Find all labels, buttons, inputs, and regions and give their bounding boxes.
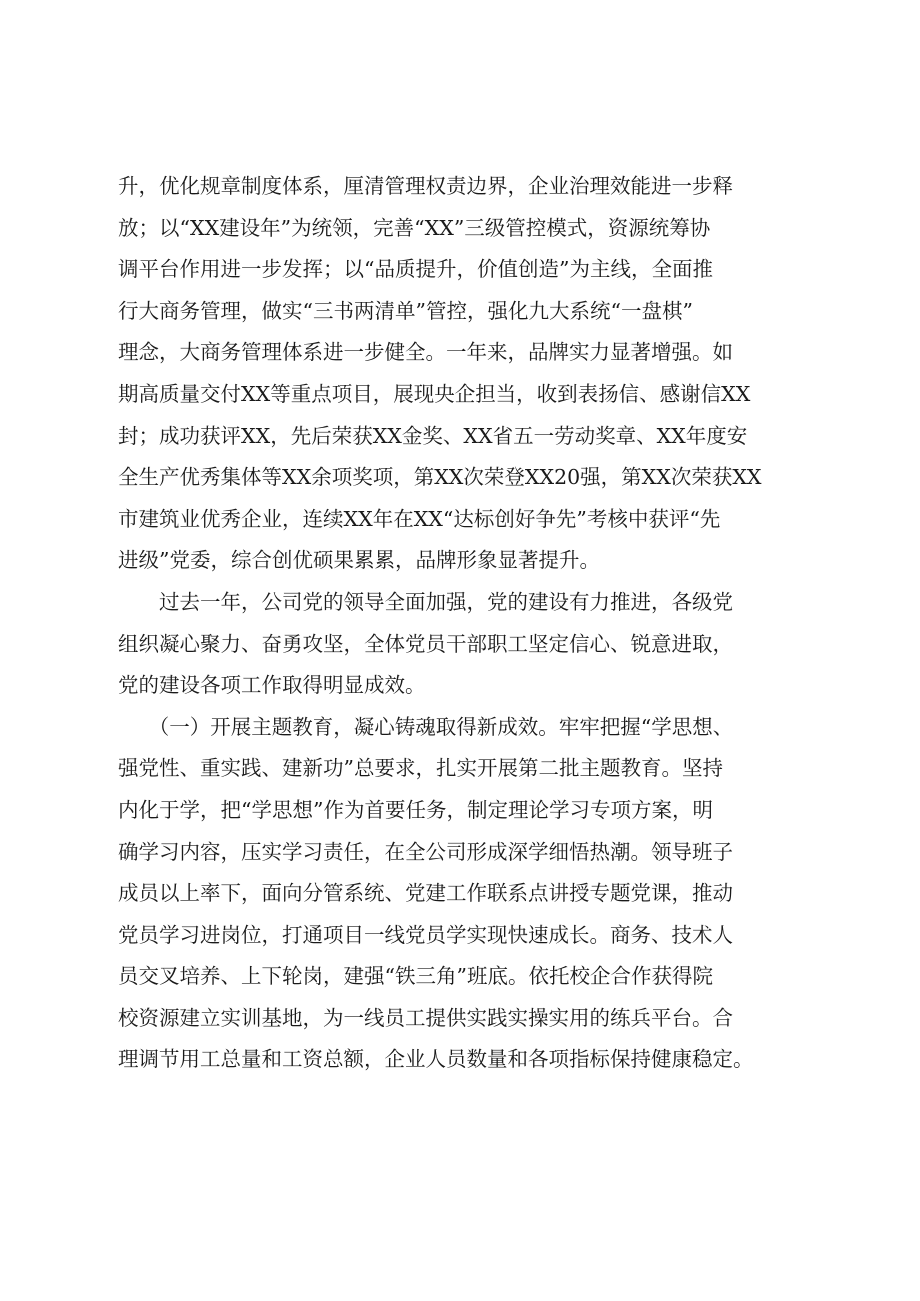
body-line: 理念，大商务管理体系进一步健全。一年来，品牌实力显著增强。如 [118,340,733,365]
body-line: 校资源建立实训基地，为一线员工提供实践实操实用的练兵平台。合 [118,1005,733,1030]
body-line: （一）开展主题教育，凝心铸魂取得新成效。牢牢把握“学思想、 [118,714,734,739]
document-body [118,166,818,1081]
body-line: 升，优化规章制度体系，厘清管理权责边界，企业治理效能进一步释 [118,174,733,198]
body-line: 行大商务管理，做实“三书两清单”管控，强化九大系统“一盘棋” [118,298,693,323]
body-line: 组织凝心聚力、奋勇攻坚，全体党员干部职工坚定信心、锐意进取， [118,631,733,656]
body-line: 党的建设各项工作取得明显成效。 [118,673,426,698]
body-line: 过去一年，公司党的领导全面加强，党的建设有力推进，各级党 [118,589,733,614]
body-line: 强党性、重实践、建新功”总要求，扎实开展第二批主题教育。坚持 [118,756,723,781]
body-line: 全生产优秀集体等XX余项奖项，第XX次荣登XX20强，第XX次荣获XX [118,465,762,490]
body-line: 进级”党委，综合创优硕果累累，品牌形象显著提升。 [118,548,600,573]
body-line: 市建筑业优秀企业，连续XX年在XX“达标创好争先”考核中获评“先 [118,506,721,531]
body-line: 期高质量交付XX等重点项目，展现央企担当，收到表扬信、感谢信XX [118,381,751,406]
body-line: 党员学习进岗位，打通项目一线党员学实现快速成长。商务、技术人 [118,922,733,947]
body-line: 确学习内容，压实学习责任，在全公司形成深学细悟热潮。领导班子 [118,839,733,864]
body-line: 调平台作用进一步发挥；以“品质提升，价值创造”为主线，全面推 [118,257,713,282]
body-line: 封；成功获评XX，先后荣获XX金奖、XX省五一劳动奖章、XX年度安 [118,423,748,448]
body-line: 员交叉培养、上下轮岗，建强“铁三角”班底。依托校企合作获得院 [118,964,713,989]
body-line: 成员以上率下，面向分管系统、党建工作联系点讲授专题党课，推动 [118,881,733,906]
body-line: 理调节用工总量和工资总额，企业人员数量和各项指标保持健康稳定。 [118,1047,754,1072]
body-line: 放；以“XX建设年”为统领，完善“XX”三级管控模式，资源统筹协 [118,215,711,240]
body-line: 内化于学，把“学思想”作为首要任务，制定理论学习专项方案，明 [118,797,713,822]
